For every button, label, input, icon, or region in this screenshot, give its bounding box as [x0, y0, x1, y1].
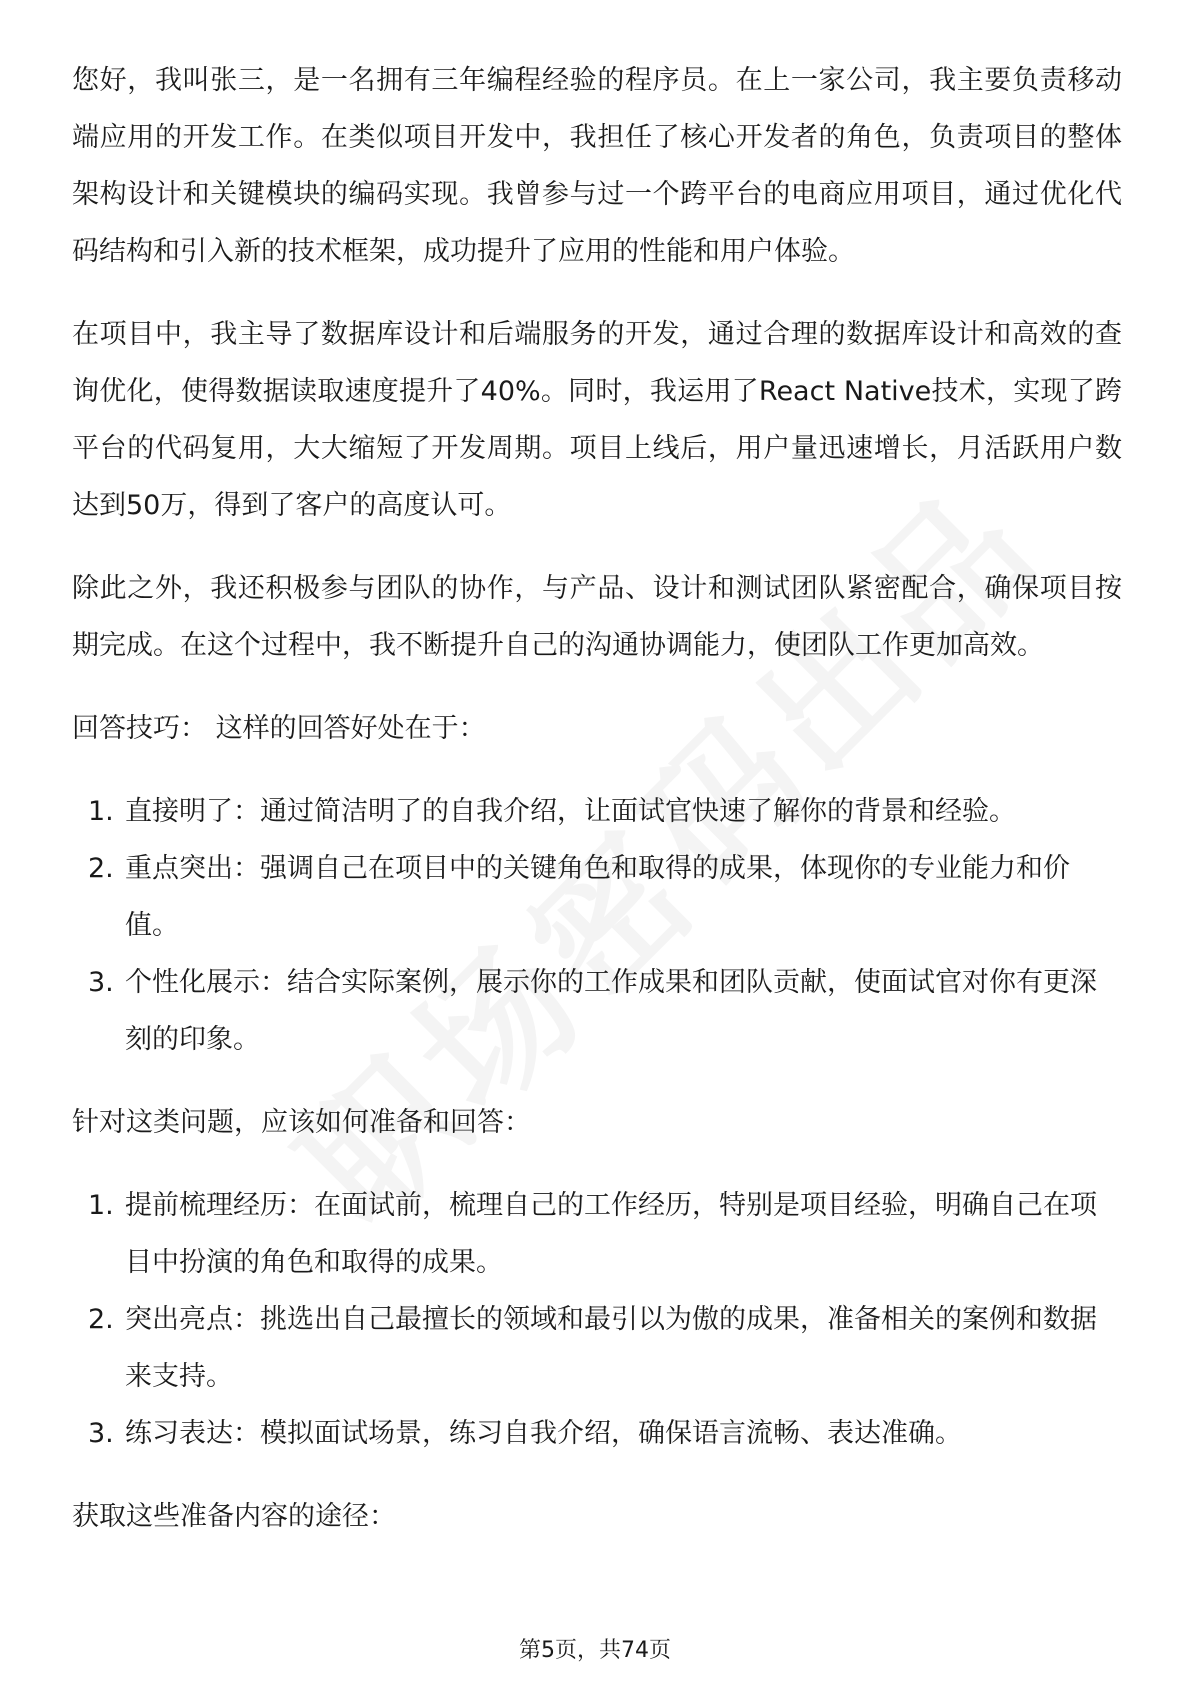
list-item [72, 1291, 1122, 1405]
list-item-text: 练习表达：模拟面试场景，练习自我介绍，确保语言流畅、表达准确。 [125, 1418, 962, 1449]
prep-heading: 针对这类问题，应该如何准备和回答： [72, 1107, 531, 1138]
list-item [72, 1405, 1122, 1462]
intro-paragraph-3: 除此之外，我还积极参与团队的协作，与产品、设计和测试团队紧密配合，确保项目按期完成。在这个过程中，我不断提升自己的沟通协调能力，使团队工作更加高效。 [72, 573, 1122, 661]
list-item-text: 重点突出：强调自己在项目中的关键角色和取得的成果，体现你的专业能力和价值。 [125, 853, 1070, 941]
list-number: 3. [88, 967, 114, 998]
page-content [72, 52, 1122, 1571]
list-item-text: 提前梳理经历：在面试前，梳理自己的工作经历，特别是项目经验，明确自己在项目中扮演的角色和取得的成果。 [125, 1190, 1097, 1278]
list-number: 2. [88, 853, 114, 884]
list-item-text: 个性化展示：结合实际案例，展示你的工作成果和团队贡献，使面试官对你有更深刻的印象。 [125, 967, 1097, 1055]
page-number: 第5页，共74页 [519, 1638, 671, 1663]
list-number: 1. [88, 1190, 114, 1221]
list-item-text: 直接明了：通过简洁明了的自我介绍，让面试官快速了解你的背景和经验。 [125, 796, 1016, 827]
prep-list [72, 1177, 1122, 1462]
list-item [72, 840, 1122, 954]
tips-list [72, 783, 1122, 1068]
list-item-text: 突出亮点：挑选出自己最擅长的领域和最引以为傲的成果，准备相关的案例和数据来支持。 [125, 1304, 1097, 1392]
list-number: 3. [88, 1418, 114, 1449]
closing-heading: 获取这些准备内容的途径： [72, 1501, 396, 1532]
list-number: 2. [88, 1304, 114, 1335]
list-item [72, 783, 1122, 840]
intro-paragraph-1: 您好，我叫张三，是一名拥有三年编程经验的程序员。在上一家公司，我主要负责移动端应用的开发工作。在类似项目开发中，我担任了核心开发者的角色，负责项目的整体架构设计和关键模块的编码实现。我曾参与过一个跨平台的电商应用项目，通过优化代码结构和引入新的技术框架，成功提升了应用的性能和用户体验。 [72, 65, 1122, 267]
tips-heading: 回答技巧： 这样的回答好处在于： [72, 713, 486, 744]
list-item [72, 954, 1122, 1068]
list-item [72, 1177, 1122, 1291]
list-number: 1. [88, 796, 114, 827]
intro-paragraph-2: 在项目中，我主导了数据库设计和后端服务的开发，通过合理的数据库设计和高效的查询优化，使得数据读取速度提升了40%。同时，我运用了React Native技术，实现了跨平台的代码复用，大大缩短了开发周期。项目上线后，用户量迅速增长，月活跃用户数达到50万，得到了客户的高度认可。 [72, 319, 1122, 521]
